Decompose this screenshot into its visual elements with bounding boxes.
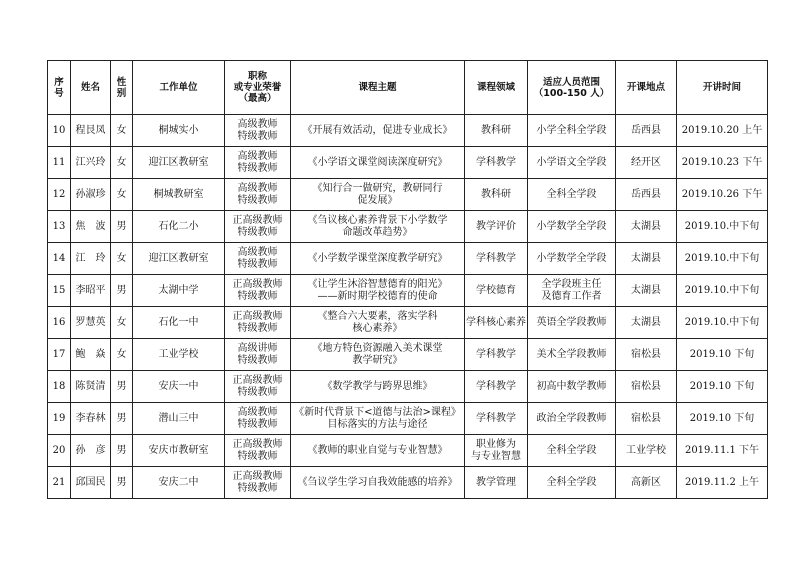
table-row — [48, 307, 768, 339]
header-time: 开讲时间 — [677, 61, 768, 115]
cell-name: 李昭平 — [71, 275, 111, 307]
cell-location: 岳西县 — [616, 115, 677, 147]
cell-title: 正高级教师 特级教师 — [225, 467, 291, 499]
cell-field: 学科教学 — [465, 403, 528, 435]
cell-topic: 《知行合一做研究，教研同行 促发展》 — [291, 179, 465, 211]
cell-gender: 男 — [111, 435, 133, 467]
cell-time: 2019.10 下旬 — [677, 371, 768, 403]
cell-location: 高新区 — [616, 467, 677, 499]
cell-topic: 《刍议核心素养背景下小学数学 命题改革趋势》 — [291, 211, 465, 243]
cell-location: 太湖县 — [616, 307, 677, 339]
cell-field: 学校德育 — [465, 275, 528, 307]
table-row — [48, 371, 768, 403]
cell-time: 2019.10.中下旬 — [677, 211, 768, 243]
cell-name: 程艮凤 — [71, 115, 111, 147]
cell-unit: 潜山三中 — [133, 403, 225, 435]
cell-topic: 《让学生沐浴智慧德育的阳光》 ——新时期学校德育的使命 — [291, 275, 465, 307]
cell-unit: 工业学校 — [133, 339, 225, 371]
cell-gender: 女 — [111, 243, 133, 275]
cell-topic: 《地方特色资源融入美术课堂 教学研究》 — [291, 339, 465, 371]
cell-no: 12 — [48, 179, 71, 211]
table-row — [48, 435, 768, 467]
cell-location: 宿松县 — [616, 339, 677, 371]
cell-field: 学科教学 — [465, 339, 528, 371]
cell-audience: 小学数学全学段 — [528, 211, 616, 243]
cell-title: 高级教师 特级教师 — [225, 403, 291, 435]
cell-no: 15 — [48, 275, 71, 307]
cell-location: 经开区 — [616, 147, 677, 179]
cell-no: 19 — [48, 403, 71, 435]
cell-no: 14 — [48, 243, 71, 275]
cell-unit: 安庆二中 — [133, 467, 225, 499]
cell-name: 孙 彦 — [71, 435, 111, 467]
cell-no: 10 — [48, 115, 71, 147]
course-schedule-table — [47, 60, 768, 499]
cell-time: 2019.10.中下旬 — [677, 307, 768, 339]
cell-title: 正高级教师 特级教师 — [225, 307, 291, 339]
cell-unit: 桐城实小 — [133, 115, 225, 147]
cell-audience: 小学语文全学段 — [528, 147, 616, 179]
cell-title: 正高级教师 特级教师 — [225, 371, 291, 403]
cell-unit: 安庆一中 — [133, 371, 225, 403]
cell-time: 2019.10.26 下午 — [677, 179, 768, 211]
cell-name: 焦 波 — [71, 211, 111, 243]
cell-time: 2019.10.中下旬 — [677, 275, 768, 307]
header-topic: 课程主题 — [291, 61, 465, 115]
cell-unit: 迎江区教研室 — [133, 147, 225, 179]
cell-audience: 全科全学段 — [528, 435, 616, 467]
cell-field: 教科研 — [465, 115, 528, 147]
cell-unit: 安庆市教研室 — [133, 435, 225, 467]
cell-audience: 英语全学段教师 — [528, 307, 616, 339]
cell-no: 17 — [48, 339, 71, 371]
cell-gender: 男 — [111, 403, 133, 435]
table-row — [48, 211, 768, 243]
cell-field: 职业修为 与专业智慧 — [465, 435, 528, 467]
header-location: 开课地点 — [616, 61, 677, 115]
cell-location: 宿松县 — [616, 371, 677, 403]
cell-no: 13 — [48, 211, 71, 243]
cell-gender: 女 — [111, 179, 133, 211]
cell-unit: 迎江区教研室 — [133, 243, 225, 275]
cell-title: 高级教师 特级教师 — [225, 115, 291, 147]
cell-gender: 女 — [111, 339, 133, 371]
cell-gender: 女 — [111, 147, 133, 179]
cell-title: 正高级教师 特级教师 — [225, 275, 291, 307]
cell-name: 孙淑珍 — [71, 179, 111, 211]
header-audience: 适应人员范围 （100-150 人） — [528, 61, 616, 115]
cell-no: 21 — [48, 467, 71, 499]
cell-title: 高级教师 特级教师 — [225, 147, 291, 179]
cell-audience: 全科全学段 — [528, 467, 616, 499]
cell-audience: 美术全学段教师 — [528, 339, 616, 371]
cell-location: 太湖县 — [616, 211, 677, 243]
cell-gender: 男 — [111, 211, 133, 243]
cell-no: 18 — [48, 371, 71, 403]
cell-title: 高级讲师 特级教师 — [225, 339, 291, 371]
cell-topic: 《新时代背景下<道德与法治>课程》 目标落实的方法与途径 — [291, 403, 465, 435]
cell-audience: 全科全学段 — [528, 179, 616, 211]
cell-time: 2019.10 下旬 — [677, 403, 768, 435]
cell-title: 正高级教师 特级教师 — [225, 435, 291, 467]
cell-unit: 桐城教研室 — [133, 179, 225, 211]
cell-title: 正高级教师 特级教师 — [225, 211, 291, 243]
cell-time: 2019.10.中下旬 — [677, 243, 768, 275]
cell-field: 学科核心素养 — [465, 307, 528, 339]
cell-gender: 女 — [111, 115, 133, 147]
header-unit: 工作单位 — [133, 61, 225, 115]
header-name: 姓名 — [71, 61, 111, 115]
cell-name: 罗慧英 — [71, 307, 111, 339]
cell-audience: 初高中数学教师 — [528, 371, 616, 403]
cell-gender: 男 — [111, 371, 133, 403]
cell-unit: 石化一中 — [133, 307, 225, 339]
cell-field: 学科教学 — [465, 147, 528, 179]
cell-gender: 男 — [111, 275, 133, 307]
cell-topic: 《数学教学与跨界思维》 — [291, 371, 465, 403]
table-row — [48, 243, 768, 275]
cell-topic: 《整合六大要素，落实学科 核心素养》 — [291, 307, 465, 339]
cell-location: 太湖县 — [616, 275, 677, 307]
header-title: 职称 或专业荣誉 （最高） — [225, 61, 291, 115]
cell-unit: 太湖中学 — [133, 275, 225, 307]
cell-name: 陈贤清 — [71, 371, 111, 403]
cell-location: 工业学校 — [616, 435, 677, 467]
cell-no: 11 — [48, 147, 71, 179]
cell-time: 2019.10.23 下午 — [677, 147, 768, 179]
cell-topic: 《小学数学课堂深度教学研究》 — [291, 243, 465, 275]
cell-title: 高级教师 特级教师 — [225, 243, 291, 275]
cell-field: 教学评价 — [465, 211, 528, 243]
cell-gender: 男 — [111, 467, 133, 499]
document-page — [47, 60, 768, 499]
cell-field: 学科教学 — [465, 371, 528, 403]
cell-topic: 《开展有效活动，促进专业成长》 — [291, 115, 465, 147]
cell-unit: 石化二小 — [133, 211, 225, 243]
cell-name: 江 玲 — [71, 243, 111, 275]
cell-name: 江兴玲 — [71, 147, 111, 179]
cell-topic: 《小学语文课堂阅读深度研究》 — [291, 147, 465, 179]
cell-location: 岳西县 — [616, 179, 677, 211]
cell-name: 李春林 — [71, 403, 111, 435]
cell-topic: 《刍议学生学习自我效能感的培养》 — [291, 467, 465, 499]
cell-no: 20 — [48, 435, 71, 467]
table-row — [48, 339, 768, 371]
header-no: 序 号 — [48, 61, 71, 115]
table-row — [48, 179, 768, 211]
table-header-row — [48, 61, 768, 115]
table-row — [48, 147, 768, 179]
cell-topic: 《教师的职业自觉与专业智慧》 — [291, 435, 465, 467]
cell-no: 16 — [48, 307, 71, 339]
cell-audience: 小学数学全学段 — [528, 243, 616, 275]
cell-title: 高级教师 特级教师 — [225, 179, 291, 211]
cell-audience: 全学段班主任 及德育工作者 — [528, 275, 616, 307]
cell-field: 教科研 — [465, 179, 528, 211]
cell-audience: 小学全科全学段 — [528, 115, 616, 147]
table-row — [48, 467, 768, 499]
cell-time: 2019.11.2 上午 — [677, 467, 768, 499]
cell-time: 2019.10.20 上午 — [677, 115, 768, 147]
cell-gender: 女 — [111, 307, 133, 339]
table-row — [48, 115, 768, 147]
cell-field: 学科教学 — [465, 243, 528, 275]
cell-time: 2019.10 下旬 — [677, 339, 768, 371]
cell-field: 教学管理 — [465, 467, 528, 499]
header-field: 课程领域 — [465, 61, 528, 115]
cell-location: 太湖县 — [616, 243, 677, 275]
cell-name: 邱国民 — [71, 467, 111, 499]
table-row — [48, 403, 768, 435]
cell-time: 2019.11.1 下午 — [677, 435, 768, 467]
cell-location: 宿松县 — [616, 403, 677, 435]
cell-name: 鲍 焱 — [71, 339, 111, 371]
header-gender: 性 别 — [111, 61, 133, 115]
table-row — [48, 275, 768, 307]
cell-audience: 政治全学段教师 — [528, 403, 616, 435]
